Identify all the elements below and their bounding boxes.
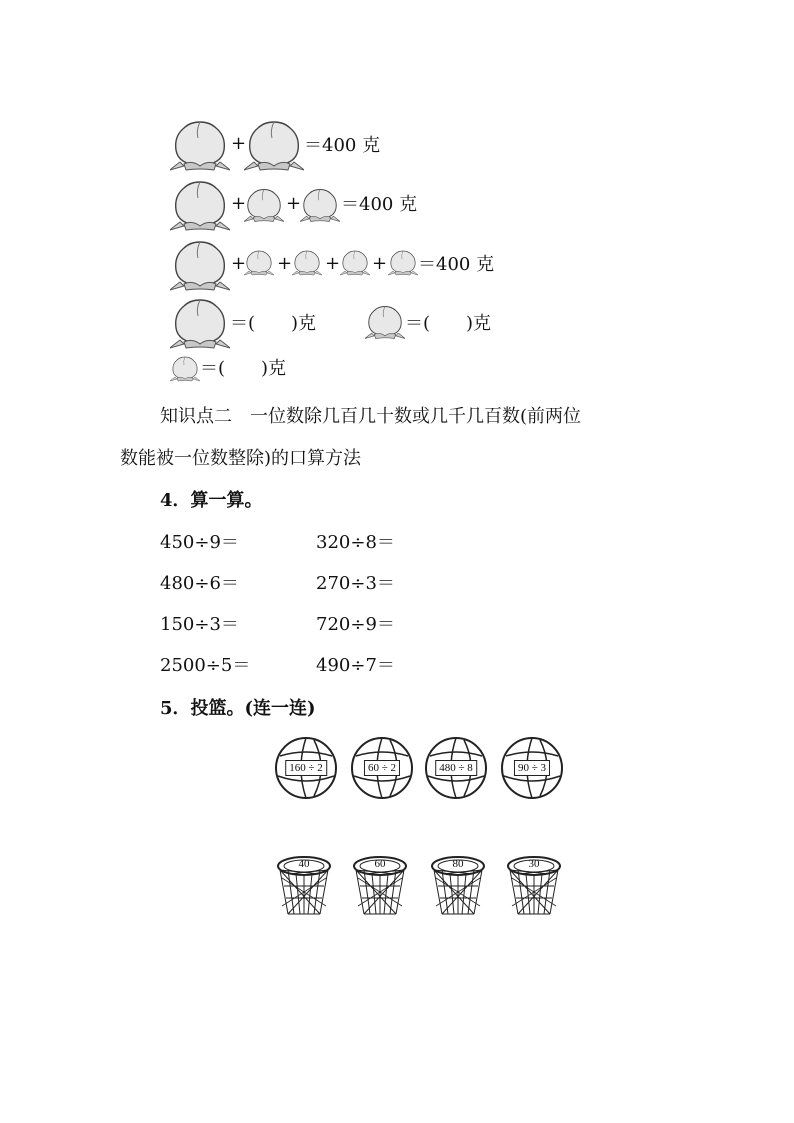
small-peach-icon: [388, 250, 418, 276]
hoop-answer: 40: [298, 858, 310, 870]
medium-peach-icon: [300, 188, 340, 223]
basketball-3[interactable]: [424, 736, 488, 800]
hoop-3[interactable]: [430, 856, 486, 916]
ball-problem: 60 ÷ 2: [364, 760, 400, 776]
medium-peach-icon: [244, 188, 284, 223]
q4-problem: 150÷3＝: [160, 614, 239, 635]
plus-sign: +: [231, 193, 247, 214]
q4-problem: 480÷6＝: [160, 573, 239, 594]
ball-problem: 160 ÷ 2: [285, 760, 327, 776]
hoop-answer: 60: [374, 858, 386, 870]
plus-sign: +: [286, 193, 302, 214]
large-peach-icon: [170, 180, 230, 232]
plus-sign: +: [231, 133, 247, 154]
small-peach-icon: [292, 250, 322, 276]
large-peach-icon: [170, 120, 230, 172]
hoop-4[interactable]: [506, 856, 562, 916]
plus-sign: +: [372, 253, 388, 274]
knowledge-point-line1: 知识点二 一位数除几百几十数或几千几百数(前两位: [160, 406, 582, 427]
plus-sign: +: [325, 253, 341, 274]
large-peach-icon: [170, 240, 230, 292]
q4-problem: 270÷3＝: [316, 573, 395, 594]
q5-title: 5．投篮。(连一连): [160, 698, 316, 719]
knowledge-point-line2: 数能被一位数整除)的口算方法: [120, 448, 362, 469]
plus-sign: +: [231, 253, 247, 274]
large-peach-icon: [170, 298, 230, 350]
q4-problem: 490÷7＝: [316, 655, 395, 676]
ball-problem: 90 ÷ 3: [514, 760, 550, 776]
equation-result: ＝400 克: [418, 254, 495, 275]
hoop-1[interactable]: [276, 856, 332, 916]
q4-problem: 450÷9＝: [160, 532, 239, 553]
hoop-2[interactable]: [352, 856, 408, 916]
small-peach-icon: [170, 356, 200, 382]
hoop-answer: 80: [452, 858, 464, 870]
small-peach-icon: [340, 250, 370, 276]
plus-sign: +: [277, 253, 293, 274]
q4-problem: 720÷9＝: [316, 614, 395, 635]
equation-result: ＝400 克: [341, 194, 418, 215]
hoop-answer: 30: [528, 858, 540, 870]
q4-problem: 2500÷5＝: [160, 655, 251, 676]
medium-peach-answer: ＝( )克: [405, 313, 492, 334]
basketball-4[interactable]: [500, 736, 564, 800]
equation-result: ＝400 克: [304, 135, 381, 156]
basketball-1[interactable]: [274, 736, 338, 800]
q4-problem: 320÷8＝: [316, 532, 395, 553]
q4-title: 4．算一算。: [160, 490, 263, 511]
basketball-2[interactable]: [350, 736, 414, 800]
large-peach-icon: [244, 120, 304, 172]
medium-peach-icon: [365, 305, 405, 340]
ball-problem: 480 ÷ 8: [435, 760, 477, 776]
small-peach-answer: ＝( )克: [200, 358, 287, 379]
large-peach-answer: ＝( )克: [230, 313, 317, 334]
small-peach-icon: [244, 250, 274, 276]
